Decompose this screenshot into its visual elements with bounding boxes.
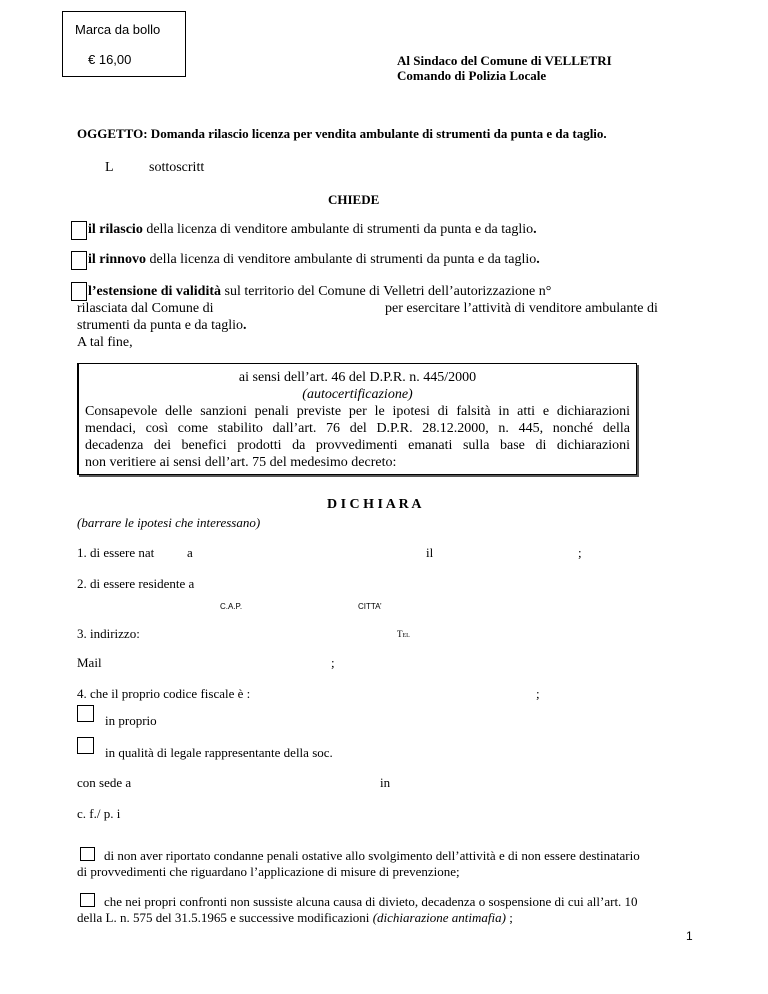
field-tel-label: Tel — [397, 629, 410, 639]
field-fiscal-code-label: 4. che il proprio codice fiscale è : — [77, 686, 251, 701]
estensione-line-2a: rilasciata dal Comune di — [77, 301, 214, 316]
field-born-il: il — [426, 545, 434, 560]
estensione-line-2b: per esercitare l’attività di venditore ambulante di — [385, 301, 658, 316]
estensione-line-3: strumenti da punta e da taglio. — [77, 318, 247, 333]
checkbox-in-proprio[interactable] — [77, 705, 94, 722]
box-line-1: ai sensi dell’art. 46 del D.P.R. n. 445/2000 — [238, 370, 477, 385]
tal-fine: A tal fine, — [77, 335, 133, 350]
field-sede-label: con sede a — [77, 775, 132, 790]
condition-no-condanne-1: di non aver riportato condanne penali ostative allo svolgimento dell’attività e di non essere destinatario — [104, 848, 640, 863]
field-born-end: ; — [578, 545, 582, 560]
checkbox-legale-rappresentante[interactable] — [77, 737, 94, 754]
box-line-4: mendaci, così come stabilito dall’art. 76 del D.P.R. 28.12.2000, n. 445, nonché della — [85, 421, 630, 436]
field-cap-label: C.A.P. — [220, 602, 243, 611]
intro-l: L — [105, 160, 114, 175]
box-line-3: Consapevole delle sanzioni penali previste per le ipotesi di falsità in atti e dichiarazioni — [85, 404, 630, 419]
field-sede-in: in — [380, 775, 391, 790]
recipient-line-1: Al Sindaco del Comune di VELLETRI — [397, 53, 612, 68]
dichiara-heading: D I C H I A R A — [327, 497, 422, 512]
field-address-label: 3. indirizzo: — [77, 626, 140, 641]
dichiara-note: (barrare le ipotesi che interessano) — [77, 515, 261, 530]
field-citta-label: CITTA’ — [358, 602, 382, 611]
subject-line: OGGETTO: Domanda rilascio licenza per vendita ambulante di strumenti da punta e da taglio. — [77, 126, 607, 141]
option-legale-rappresentante: in qualità di legale rappresentante della soc. — [105, 745, 333, 760]
field-residence-label: 2. di essere residente a — [77, 576, 195, 591]
field-cf-piva-label: c. f./ p. i — [77, 806, 121, 821]
condition-no-condanne-2: di provvedimenti che riguardano l’applicazione di misure di prevenzione; — [77, 864, 460, 879]
stamp-amount: € 16,00 — [88, 52, 132, 67]
condition-antimafia-1: che nei propri confronti non sussiste alcuna causa di divieto, decadenza o sospensione di cui all’art. 10 — [104, 894, 638, 909]
chiede-heading: CHIEDE — [328, 192, 380, 207]
field-born-a: a — [187, 545, 193, 560]
box-line-5: decadenza dei benefici prodotti da provvedimenti emanati sulla base di dichiarazioni — [85, 438, 630, 453]
stamp-title: Marca da bollo — [75, 22, 161, 37]
checkbox-rilascio[interactable] — [71, 221, 87, 240]
field-fiscal-code-end: ; — [536, 686, 540, 701]
recipient-line-2: Comando di Polizia Locale — [397, 68, 547, 83]
option-in-proprio: in proprio — [105, 713, 157, 728]
intro-sottoscritt: sottoscritt — [149, 160, 205, 175]
field-mail-label: Mail — [77, 655, 102, 670]
box-line-2: (autocertificazione) — [302, 387, 413, 402]
field-mail-end: ; — [331, 655, 335, 670]
option-rilascio: il rilascio della licenza di venditore ambulante di strumenti da punta e da taglio. — [88, 222, 537, 237]
checkbox-rinnovo[interactable] — [71, 251, 87, 270]
field-born-label: 1. di essere nat — [77, 545, 155, 560]
condition-antimafia-2: della L. n. 575 del 31.5.1965 e successive modificazioni (dichiarazione antimafia) ; — [77, 910, 513, 925]
checkbox-no-condanne[interactable] — [80, 847, 95, 861]
checkbox-estensione[interactable] — [71, 282, 87, 301]
self-certification-box — [77, 363, 637, 475]
checkbox-antimafia[interactable] — [80, 893, 95, 907]
option-estensione: l’estensione di validità sul territorio del Comune di Velletri dell’autorizzazione n° — [88, 284, 552, 299]
option-rinnovo: il rinnovo della licenza di venditore ambulante di strumenti da punta e da taglio. — [88, 252, 540, 267]
page-number: 1 — [686, 929, 693, 943]
box-line-6: non veritiere ai sensi dell’art. 75 del medesimo decreto: — [85, 455, 397, 470]
revenue-stamp-box — [62, 11, 186, 77]
